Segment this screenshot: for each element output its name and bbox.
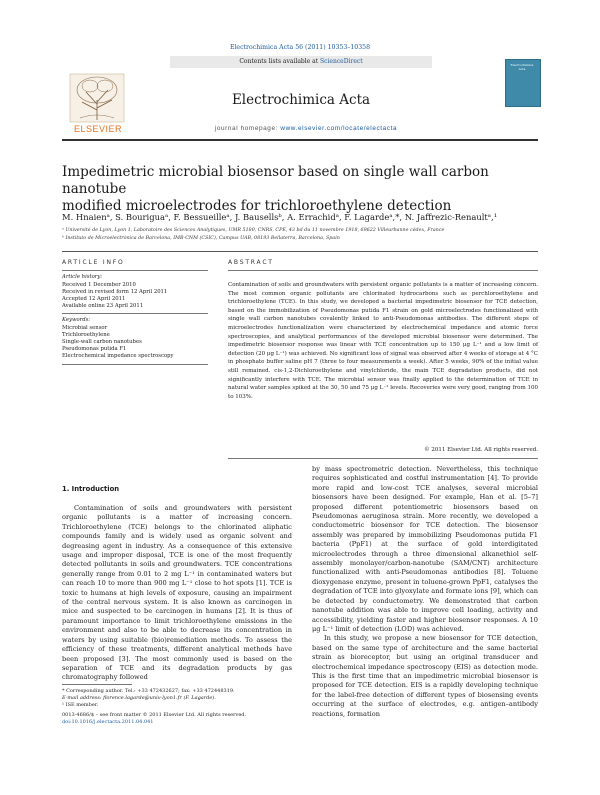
keyword-item: Trichloroethylene — [62, 332, 110, 338]
intro-right-column — [312, 465, 538, 719]
contents-banner — [170, 56, 432, 68]
keyword-item: Single-wall carbon nanotubes — [62, 339, 142, 345]
publisher-name: ELSEVIER — [73, 124, 123, 134]
online-date: Available online 23 April 2011 — [62, 303, 144, 309]
corresponding-author-note: * Corresponding author. Tel.: +33 472432627; fax: +33 472448319. — [62, 688, 235, 694]
email-note[interactable]: E-mail address: florence.lagarde@univ-lyon1.fr (F. Lagarde). — [62, 695, 216, 701]
title-line-2: modified microelectrodes for trichloroethylene detection — [62, 198, 452, 214]
accepted-date: Accepted 12 April 2011 — [62, 296, 126, 302]
article-info-heading: ARTICLE INFO — [62, 259, 125, 266]
header-rule — [62, 139, 538, 141]
homepage-link[interactable]: www.elsevier.com/locate/electacta — [280, 125, 398, 132]
section-divider — [62, 251, 538, 252]
abstract-heading: ABSTRACT — [228, 259, 274, 266]
article-title — [62, 164, 538, 215]
journal-homepage — [136, 125, 476, 132]
abstract-rule — [228, 270, 538, 271]
keyword-item: Electrochemical impedance spectroscopy — [62, 353, 174, 359]
intro-paragraph: Contamination of soils and groundwaters with persistent organic pollutants is a matter of increasing concern. Trichloroethylene (TCE) belongs to the chlorinated aliphatic compounds family and is widely used as organic solvent and degreasing agent in industry. As a consequence of this extensive usage and improper disposal, TCE is one of the most frequently detected pollutants in soils and groundwaters. TCE concentrations generally range from 0.01 to 2 mg L⁻¹ in contaminated waters but can reach 10 to more than 900 mg L⁻¹ close to hot spots [1]. TCE is toxic to humans at high levels of exposure, causing an impairment of the central nervous system. It is also known as carcinogen in mice and suspected to be carcinogen in humans [2]. It is thus of paramount importance to limit trichloroethylene emissions in the environment and also to be able to decrease its concentration in waters by using suitable (bio)remediation methods. To assess the efficiency of these treatments, different analytical methods have been proposed [3]. The most commonly used is based on the separation of TCE and its degradation products by gas chromatography followed — [62, 504, 292, 682]
intro-paragraph: In this study, we propose a new biosensor for TCE detection, based on the same type of architecture and the same bacterial strain as bioreceptor, but using an original transducer and electrochemical impedance spectroscopy (EIS) as detection mode. This is the first time that an impedimetric microbial biosensor is proposed for TCE detection. EIS is a rapidly developing technique for the label-free detection of different types of biosensing events occurring at the surface of electrodes, e.g. antigen–antibody reactions, formation — [312, 634, 538, 718]
ise-member-note: ¹ ISE member. — [62, 702, 99, 708]
journal-reference[interactable]: Electrochimica Acta 56 (2011) 10353–10358 — [229, 44, 371, 51]
keyword-item: Microbial sensor — [62, 325, 108, 331]
intro-paragraph: by mass spectrometric detection. Nevertheless, this technique requires sophisticated and costful instrumentation [4]. To provide more rapid and low-cost TCE analyses, several microbial biosensors have been designed. For example, Han et al. [5–7] proposed different potentiometric biosensors based on Pseudomonas aeruginosa strain. More recently, we developed a conductometric biosensor for TCE detection. The biosensor assembly was prepared by immobilizing Pseudomonas putida F1 bacteria (PpF1) at the surface of gold interdigitated microelectrodes through a three dimensional alkanethiol self-assembly monolayer/carbon-nanotube (SAM/CNT) architecture functionalized with anti-Pseudomonas antibodies [8]. Toluene dioxygenase enzyme, present in toluene-grown PpF1, catalyses the degradation of TCE into glyoxylate and formate ions [9], which can be detected by conductometry. We demonstrated that carbon nanotube addition was able to improve cell loading, activity and accessibility, yielding faster and higher biosensor responses. A 10 μg L⁻¹ limit of detection (LOD) was achieved. — [312, 465, 538, 633]
article-info-rule — [62, 270, 208, 271]
cover-title: Electrochimica Acta — [510, 63, 534, 71]
keyword-item: Pseudomonas putida F1 — [62, 346, 127, 352]
affiliation-b: ᵇ Instituto de Microelectrónica de Barcelona, IMB-CNM (CSIC), Campus UAB, 08193 Bellaterra, Barcelona, Spain — [62, 236, 340, 241]
homepage-label: journal homepage: — [214, 125, 281, 132]
sciencedirect-link[interactable]: ScienceDirect — [320, 58, 363, 65]
abstract-text: Contamination of soils and groundwaters with persistent organic pollutants is a matter of increasing concern. The most common organic pollutants are chlorinated hydrocarbons such as perchloroethylene and trichloroethylene (TCE). In this study, we developed a bacterial impedimetric biosensor for TCE detection, based on the immobilization of Pseudomonas putida F1 strain on gold microelectrodes functionalized with single wall carbon nanotubes covalently linked to anti-Pseudomonas antibodies. The different steps of microelectrodes functionalization were characterized by electrochemical impedance and atomic force spectroscopies, and analytical performances of the developed microbial biosensor were determined. The impedimetric biosensor response was linear with TCE concentration up to 150 μg L⁻¹ and a low limit of detection (20 μg L⁻¹) was achieved. No significant loss of signal was observed after 4 weeks of storage at 4 °C in phosphate buffer saline pH 7 (three to four measurements a week). After 5 weeks, 90% of the initial value still remained. cis-1,2-Dichloroethylene and vinylchloride, the main TCE degradation products, did not significantly interfere with TCE. The microbial sensor was finally applied to the determination of TCE in natural water samples spiked at the 30, 50 and 75 μg L⁻¹ levels. Recoveries were very good, ranging from 100 to 103%. — [228, 282, 538, 400]
article-info-bottom-rule — [62, 364, 208, 365]
affiliation-a: ᵃ Université de Lyon, Lyon 1, Laboratoire des Sciences Analytiques, UMR 5180, CNRS, CPE, 43 bd du 11 novembre 1918, 69622 Villeurbanne cédex, France — [62, 228, 445, 233]
introduction-heading: 1. Introduction — [62, 485, 120, 493]
contents-prefix: Contents lists available at — [239, 58, 321, 65]
issn-line: 0013-4686/$ – see front matter © 2011 Elsevier Ltd. All rights reserved. — [62, 712, 247, 718]
keywords-rule — [62, 313, 208, 314]
journal-title: Electrochimica Acta — [231, 92, 371, 108]
abstract-bottom-rule — [228, 458, 538, 459]
revised-date: Received in revised form 12 April 2011 — [62, 289, 168, 295]
title-line-1: Impedimetric microbial biosensor based on single wall carbon nanotube — [62, 164, 489, 197]
author-list: M. Hnaienᵃ, S. Bouriguaᵃ, F. Bessueilleᵃ, J. Bausellsᵇ, A. Errachidᵃ, F. Lagardeᵃ,*, N. Jaffrezic-Renaultᵃ,¹ — [62, 212, 498, 222]
footnote-rule — [62, 684, 132, 685]
received-date: Received 1 December 2010 — [62, 282, 136, 288]
history-label: Article history: — [62, 274, 103, 280]
intro-left-column — [62, 504, 292, 683]
doi-link[interactable]: doi:10.1016/j.electacta.2011.04.041 — [62, 719, 154, 725]
copyright-notice: © 2011 Elsevier Ltd. All rights reserved. — [424, 447, 538, 453]
keywords-label: Keywords: — [62, 317, 91, 323]
